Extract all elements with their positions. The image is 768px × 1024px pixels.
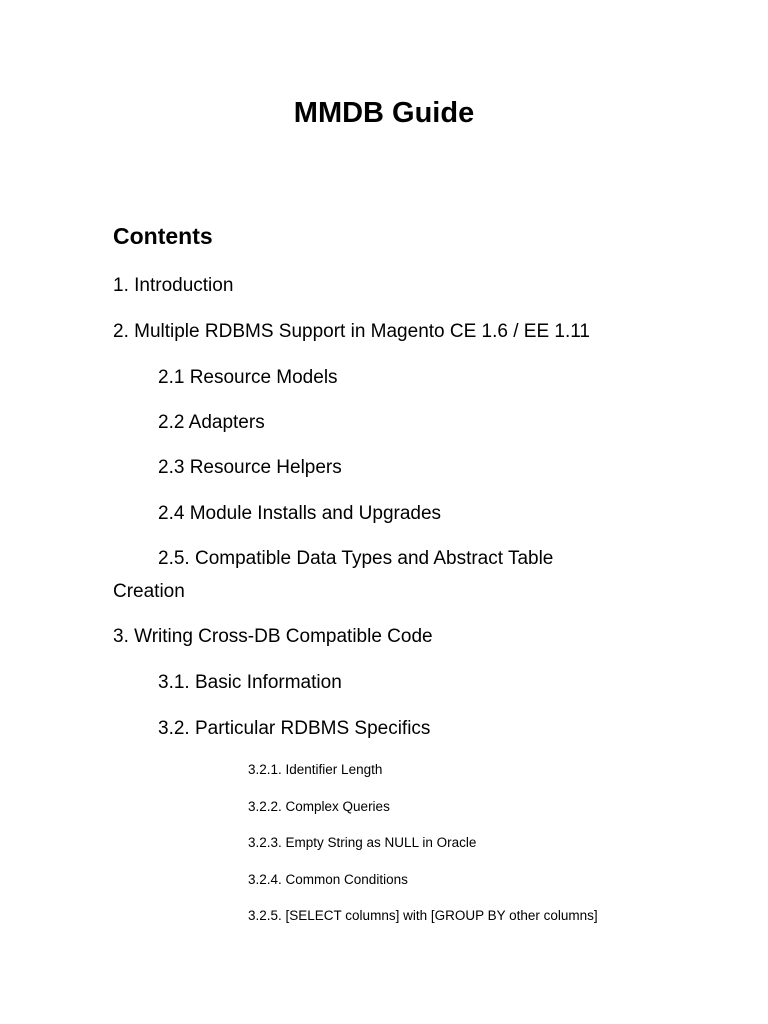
toc-entry-compatible-data-types: 2.5. Compatible Data Types and Abstract Table bbox=[158, 548, 554, 569]
toc-entry-select-group-by: 3.2.5. [SELECT columns] with [GROUP BY other columns] bbox=[248, 908, 598, 923]
document-title: MMDB Guide bbox=[293, 97, 475, 129]
toc-entry-compatible-data-types-continued: Creation bbox=[113, 581, 185, 602]
toc-entry-multiple-rdbms-support: 2. Multiple RDBMS Support in Magento CE 1.6 / EE 1.11 bbox=[113, 321, 590, 342]
toc-entry-common-conditions: 3.2.4. Common Conditions bbox=[248, 872, 408, 887]
toc-entry-empty-string-null-oracle: 3.2.3. Empty String as NULL in Oracle bbox=[248, 835, 477, 850]
toc-entry-basic-information: 3.1. Basic Information bbox=[158, 672, 342, 693]
toc-entry-resource-models: 2.1 Resource Models bbox=[158, 367, 338, 388]
contents-heading: Contents bbox=[113, 223, 213, 249]
toc-entry-adapters: 2.2 Adapters bbox=[158, 412, 265, 433]
toc-entry-introduction: 1. Introduction bbox=[113, 275, 234, 296]
toc-entry-particular-rdbms-specifics: 3.2. Particular RDBMS Specifics bbox=[158, 718, 431, 739]
toc-entry-resource-helpers: 2.3 Resource Helpers bbox=[158, 457, 342, 478]
toc-entry-writing-cross-db-code: 3. Writing Cross-DB Compatible Code bbox=[113, 626, 433, 647]
toc-entry-complex-queries: 3.2.2. Complex Queries bbox=[248, 799, 390, 814]
toc-entry-identifier-length: 3.2.1. Identifier Length bbox=[248, 762, 383, 777]
toc-entry-module-installs: 2.4 Module Installs and Upgrades bbox=[158, 503, 442, 524]
